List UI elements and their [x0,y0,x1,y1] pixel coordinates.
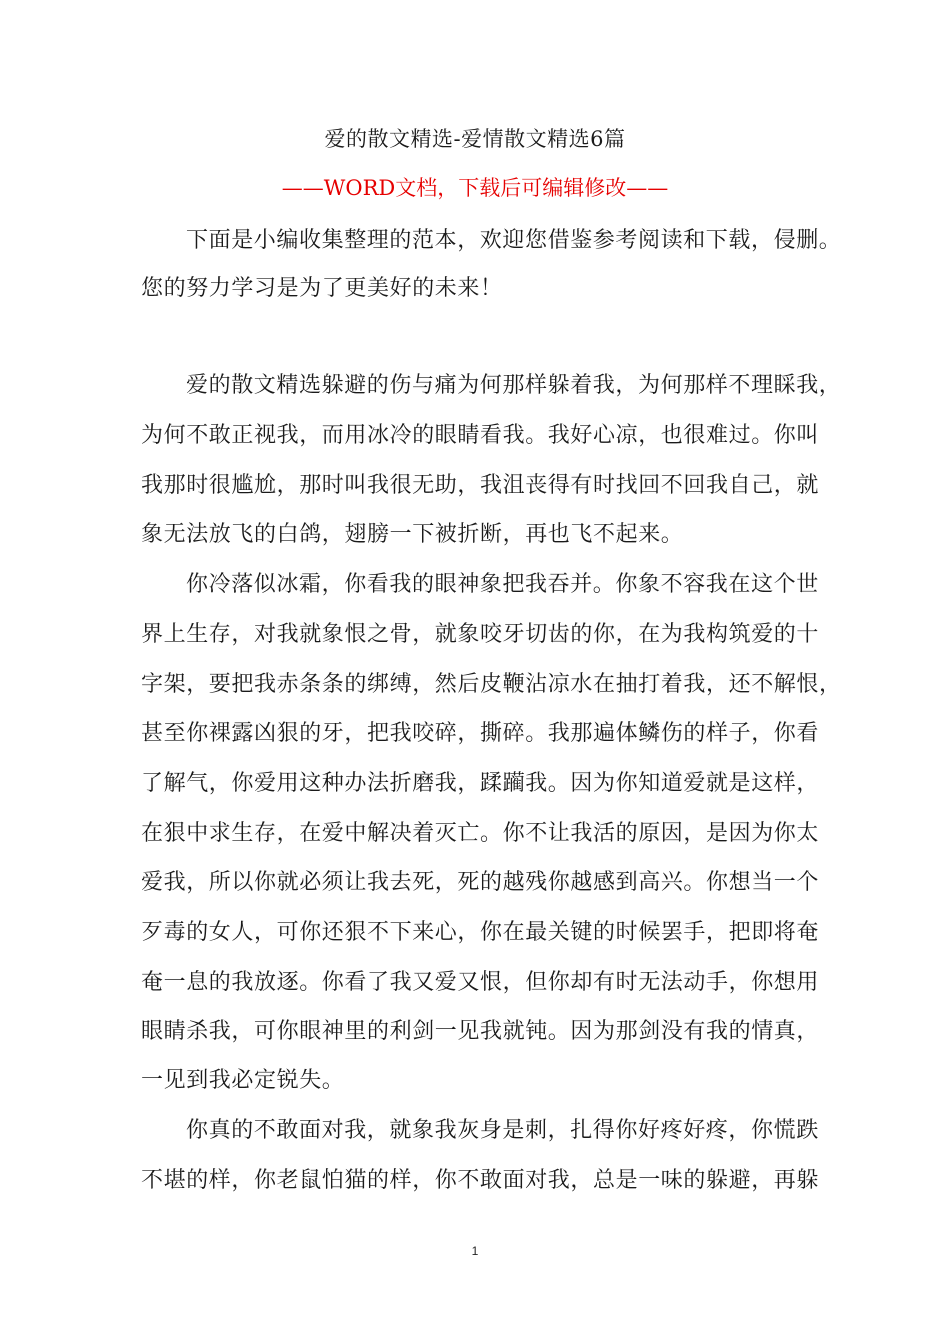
intro-line: 您的努力学习是为了更美好的未来！ [141,276,503,301]
paragraph-line: 爱的散文精选躲避的伤与痛为何那样躲着我，为何那样不理睬我， [186,373,842,398]
paragraph-line: 界上生存，对我就象恨之骨，就象咬牙切齿的你，在为我构筑爱的十 [141,622,820,647]
paragraph-line: 一见到我必定锐失。 [141,1068,345,1093]
paragraph-line: 爱我，所以你就必须让我去死，死的越残你越感到高兴。你想当一个 [141,870,820,895]
paragraph-line: 奄一息的我放逐。你看了我又爱又恨，但你却有时无法动手，你想用 [141,970,820,995]
paragraph-line: 我那时很尴尬，那时叫我很无助，我沮丧得有时找回不回我自己，就 [141,473,820,498]
paragraph-line: 了解气，你爱用这种办法折磨我，蹂躏我。因为你知道爱就是这样， [141,771,820,796]
paragraph-line: 你真的不敢面对我，就象我灰身是刺，扎得你好疼好疼，你慌跌 [186,1118,819,1143]
paragraph-line: 眼睛杀我，可你眼神里的利剑一见我就钝。因为那剑没有我的情真， [141,1019,820,1044]
page-number: 1 [471,1244,479,1258]
document-title: 爱的散文精选-爱情散文精选6篇 [324,127,626,151]
paragraph-line: 你冷落似冰霜，你看我的眼神象把我吞并。你象不容我在这个世 [186,572,819,597]
paragraph-line: 为何不敢正视我，而用冰冷的眼睛看我。我好心凉，也很难过。你叫 [141,423,820,448]
paragraph-line: 歹毒的女人，可你还狠不下来心，你在最关键的时候罢手，把即将奄 [141,920,820,945]
paragraph-line: 甚至你裸露凶狠的牙，把我咬碎，撕碎。我那遍体鳞伤的样子，你看 [141,721,820,746]
paragraph-line: 象无法放飞的白鸽，翅膀一下被折断，再也飞不起来。 [141,522,684,547]
paragraph-line: 在狠中求生存，在爱中解决着灭亡。你不让我活的原因，是因为你太 [141,821,820,846]
intro-line: 下面是小编收集整理的范本，欢迎您借鉴参考阅读和下载，侵删。 [186,228,842,253]
paragraph-line: 不堪的样，你老鼠怕猫的样，你不敢面对我，总是一味的躲避，再躲 [141,1168,820,1193]
paragraph-line: 字架，要把我赤条条的绑缚，然后皮鞭沾凉水在抽打着我，还不解恨， [141,672,842,697]
document-subtitle: ——WORD文档，下载后可编辑修改—— [281,176,669,200]
